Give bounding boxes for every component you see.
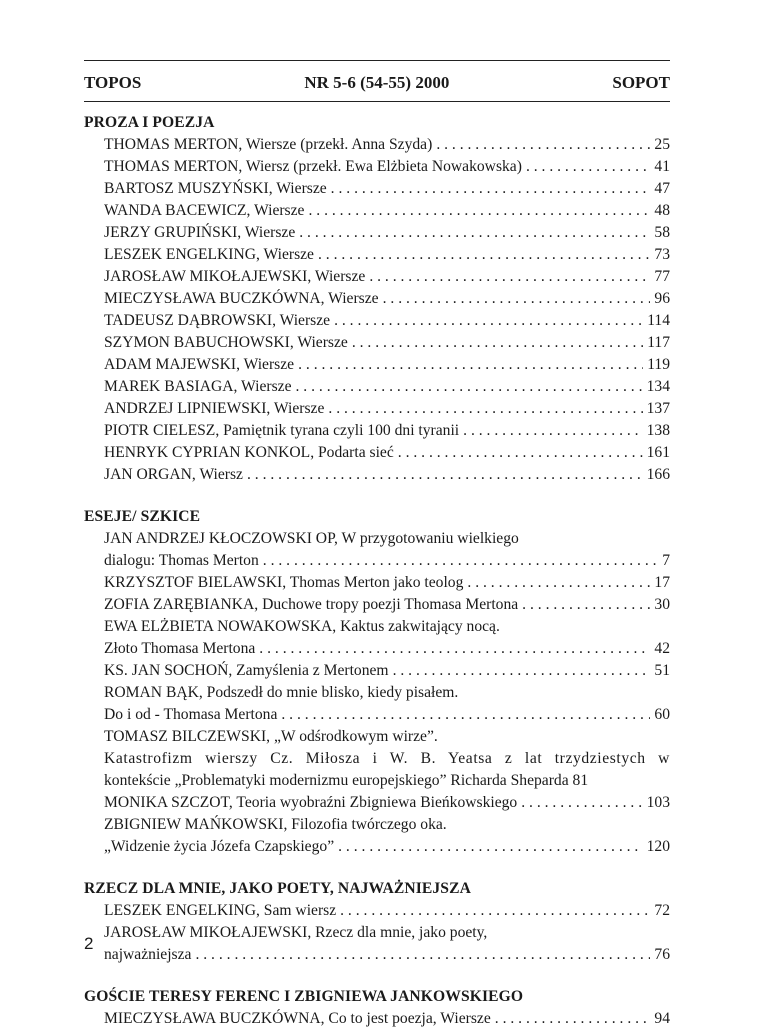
entry-line <box>104 200 670 222</box>
dot-leader <box>331 178 651 200</box>
toc-entry <box>104 792 670 814</box>
toc-entry <box>104 266 670 288</box>
entry-line <box>104 134 670 156</box>
entry-text: MONIKA SZCZOT, Teoria wyobraźni Zbigniewa Bieńkowskiego <box>104 794 518 811</box>
toc-section <box>84 986 670 1030</box>
toc-entry <box>104 922 670 966</box>
entry-text: „Widzenie życia Józefa Czapskiego” <box>104 838 335 855</box>
entry-line <box>104 156 670 178</box>
entry-text: ROMAN BĄK, Podszedł do mnie blisko, kiedy pisałem. <box>104 684 459 701</box>
entry-text: Do i od - Thomasa Mertona <box>104 706 278 723</box>
entry-page-number: 72 <box>654 902 670 919</box>
entry-text: kontekście „Problematyki modernizmu europejskiego” Richarda Sheparda 81 <box>104 772 589 789</box>
entry-text: ZBIGNIEW MAŃKOWSKI, Filozofia twórczego oka. <box>104 816 447 833</box>
entry-page-number: 161 <box>646 444 670 461</box>
entry-line <box>104 354 670 376</box>
toc-entry <box>104 244 670 266</box>
entry-page-number: 120 <box>646 838 670 855</box>
section-title: ESEJE/ SZKICE <box>84 508 201 525</box>
toc-section <box>84 878 670 966</box>
entry-text: ADAM MAJEWSKI, Wiersze <box>104 356 295 373</box>
toc-entry <box>104 398 670 420</box>
journal-title: TOPOS <box>84 73 142 92</box>
entry-text: MIECZYSŁAWA BUCZKÓWNA, Wiersze <box>104 290 379 307</box>
dot-leader <box>318 244 650 266</box>
toc-entry <box>104 442 670 464</box>
entry-text: BARTOSZ MUSZYŃSKI, Wiersze <box>104 180 327 197</box>
entry-page-number: 137 <box>646 400 670 417</box>
entry-line <box>104 550 670 572</box>
entry-line <box>104 178 670 200</box>
entry-page-number: 58 <box>654 224 670 241</box>
entry-list <box>84 1008 670 1030</box>
entry-page-number: 30 <box>654 596 670 613</box>
toc-entry <box>104 1008 670 1030</box>
entry-page-number: 7 <box>662 552 670 569</box>
entry-line <box>104 1008 670 1030</box>
entry-line <box>104 398 670 420</box>
toc-entry <box>104 156 670 178</box>
page-number: 2 <box>84 934 94 953</box>
entry-text: ZOFIA ZARĘBIANKA, Duchowe tropy poezji Thomasa Mertona <box>104 596 519 613</box>
dot-leader <box>383 288 651 310</box>
toc-section <box>84 112 670 486</box>
dot-leader <box>296 376 643 398</box>
toc-entry <box>104 528 670 572</box>
entry-page-number: 17 <box>654 574 670 591</box>
entry-text: LESZEK ENGELKING, Wiersze <box>104 246 314 263</box>
dot-leader <box>299 222 650 244</box>
entry-line <box>104 660 670 682</box>
entry-page-number: 41 <box>654 158 670 175</box>
entry-line <box>104 266 670 288</box>
dot-leader <box>369 266 650 288</box>
toc-section <box>84 506 670 858</box>
dot-leader <box>328 398 642 420</box>
journal-header <box>84 61 670 101</box>
entry-line <box>104 944 670 966</box>
entry-page-number: 77 <box>654 268 670 285</box>
toc-entry <box>104 200 670 222</box>
entry-text: MAREK BASIAGA, Wiersze <box>104 378 292 395</box>
dot-leader <box>338 836 642 858</box>
section-title: PROZA I POEZJA <box>84 114 215 131</box>
entry-text: JAN ORGAN, Wiersz <box>104 466 243 483</box>
dot-leader <box>398 442 643 464</box>
entry-page-number: 138 <box>646 422 670 439</box>
entry-text: EWA ELŻBIETA NOWAKOWSKA, Kaktus zakwitający nocą. <box>104 618 500 635</box>
dot-leader <box>521 792 642 814</box>
entry-line <box>104 464 670 486</box>
entry-page-number: 47 <box>654 180 670 197</box>
entry-line <box>104 310 670 332</box>
toc-entry <box>104 178 670 200</box>
entry-text: ANDRZEJ LIPNIEWSKI, Wiersze <box>104 400 325 417</box>
entry-line <box>104 376 670 398</box>
entry-text: THOMAS MERTON, Wiersze (przekł. Anna Szyda) <box>104 136 433 153</box>
dot-leader <box>467 572 650 594</box>
entry-page-number: 166 <box>646 466 670 483</box>
toc-entry <box>104 376 670 398</box>
entry-page-number: 117 <box>647 334 670 351</box>
entry-page-number: 119 <box>647 356 670 373</box>
issue-number: NR 5-6 (54-55) 2000 <box>304 73 450 92</box>
entry-page-number: 134 <box>646 378 670 395</box>
entry-text: TOMASZ BILCZEWSKI, „W odśrodkowym wirze”. <box>104 728 438 745</box>
dot-leader <box>298 354 643 376</box>
entry-text: LESZEK ENGELKING, Sam wiersz <box>104 902 337 919</box>
entry-line <box>104 900 670 922</box>
entry-text: PIOTR CIELESZ, Pamiętnik tyrana czyli 100 dni tyranii <box>104 422 460 439</box>
header-rule <box>84 101 670 102</box>
entry-page-number: 25 <box>654 136 670 153</box>
toc-entry <box>104 222 670 244</box>
entry-text: TADEUSZ DĄBROWSKI, Wiersze <box>104 312 331 329</box>
entry-line <box>104 442 670 464</box>
entry-line <box>104 222 670 244</box>
toc-entry <box>104 464 670 486</box>
entry-page-number: 51 <box>654 662 670 679</box>
toc-entry <box>104 332 670 354</box>
entry-text: najważniejsza <box>104 946 192 963</box>
toc-entry <box>104 616 670 660</box>
entry-line <box>104 792 670 814</box>
section-title: RZECZ DLA MNIE, JAKO POETY, NAJWAŻNIEJSZA <box>84 880 471 897</box>
dot-leader <box>308 200 650 222</box>
dot-leader <box>259 638 650 660</box>
dot-leader <box>195 944 650 966</box>
dot-leader <box>393 660 651 682</box>
entry-list <box>84 528 670 858</box>
entry-text: JAN ANDRZEJ KŁOCZOWSKI OP, W przygotowaniu wielkiego <box>104 530 519 547</box>
toc-sections <box>84 112 670 1030</box>
table-of-contents <box>84 60 670 1030</box>
entry-text: JAROSŁAW MIKOŁAJEWSKI, Rzecz dla mnie, jako poety, <box>104 924 488 941</box>
entry-text: JAROSŁAW MIKOŁAJEWSKI, Wiersze <box>104 268 366 285</box>
toc-entry <box>104 420 670 442</box>
toc-entry <box>104 288 670 310</box>
toc-entry <box>104 572 670 594</box>
section-title: GOŚCIE TERESY FERENC I ZBIGNIEWA JANKOWSKIEGO <box>84 988 524 1005</box>
dot-leader <box>340 900 650 922</box>
entry-text: KS. JAN SOCHOŃ, Zamyślenia z Mertonem <box>104 662 389 679</box>
entry-text: JERZY GRUPIŃSKI, Wiersze <box>104 224 296 241</box>
entry-page-number: 42 <box>654 640 670 657</box>
entry-page-number: 114 <box>647 312 670 329</box>
dot-leader <box>436 134 650 156</box>
toc-entry <box>104 660 670 682</box>
journal-city: SOPOT <box>612 73 670 92</box>
entry-page-number: 94 <box>654 1010 670 1027</box>
entry-page-number: 76 <box>654 946 670 963</box>
dot-leader <box>352 332 643 354</box>
entry-line <box>104 572 670 594</box>
toc-entry <box>104 726 670 792</box>
toc-entry <box>104 354 670 376</box>
dot-leader <box>522 594 650 616</box>
dot-leader <box>463 420 642 442</box>
dot-leader <box>247 464 643 486</box>
entry-line <box>104 594 670 616</box>
entry-list <box>84 900 670 966</box>
entry-text: Złoto Thomasa Mertona <box>104 640 256 657</box>
toc-entry <box>104 682 670 726</box>
entry-text: Katastrofizm wierszy Cz. Miłosza i W. B. Yeatsa z lat trzydziestych w <box>104 750 670 767</box>
entry-line <box>104 332 670 354</box>
toc-entry <box>104 594 670 616</box>
toc-entry <box>104 310 670 332</box>
dot-leader <box>263 550 658 572</box>
entry-text: WANDA BACEWICZ, Wiersze <box>104 202 305 219</box>
entry-line <box>104 836 670 858</box>
entry-line <box>104 420 670 442</box>
dot-leader <box>526 156 650 178</box>
dot-leader <box>334 310 643 332</box>
entry-page-number: 73 <box>654 246 670 263</box>
entry-line <box>104 704 670 726</box>
entry-line <box>104 244 670 266</box>
dot-leader <box>495 1008 651 1030</box>
entry-text: dialogu: Thomas Merton <box>104 552 259 569</box>
toc-entry <box>104 900 670 922</box>
entry-text: MIECZYSŁAWA BUCZKÓWNA, Co to jest poezja, Wiersze <box>104 1010 491 1027</box>
entry-line <box>104 288 670 310</box>
entry-text: THOMAS MERTON, Wiersz (przekł. Ewa Elżbieta Nowakowska) <box>104 158 522 175</box>
entry-page-number: 60 <box>654 706 670 723</box>
entry-page-number: 48 <box>654 202 670 219</box>
entry-list <box>84 134 670 486</box>
entry-page-number: 96 <box>654 290 670 307</box>
toc-entry <box>104 814 670 858</box>
entry-text: KRZYSZTOF BIELAWSKI, Thomas Merton jako teolog <box>104 574 464 591</box>
entry-text: HENRYK CYPRIAN KONKOL, Podarta sieć <box>104 444 394 461</box>
entry-page-number: 103 <box>646 794 670 811</box>
toc-entry <box>104 134 670 156</box>
entry-text: SZYMON BABUCHOWSKI, Wiersze <box>104 334 348 351</box>
entry-line <box>104 638 670 660</box>
dot-leader <box>281 704 650 726</box>
